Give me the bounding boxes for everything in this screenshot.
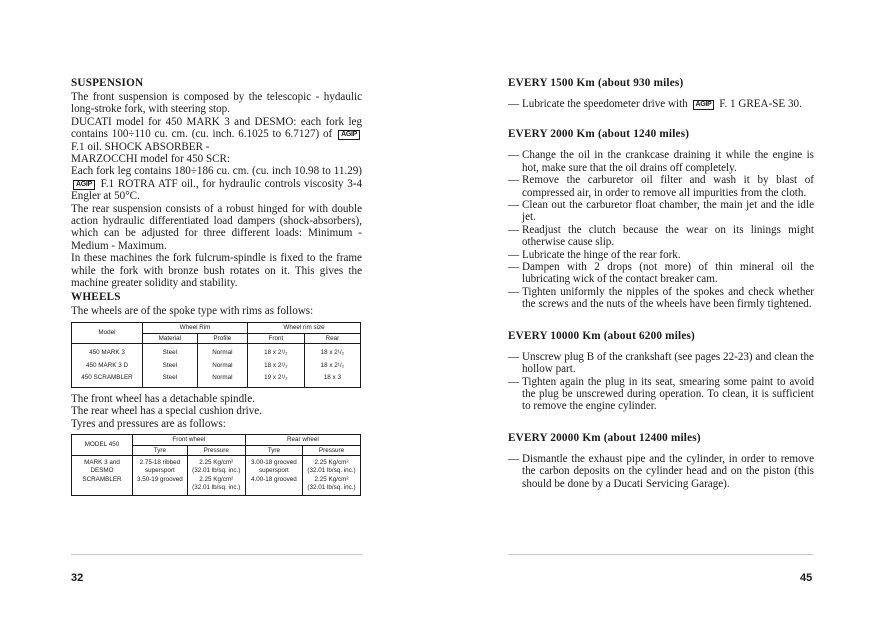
suspension-paragraph-3: MARZOCCHI model for 450 SCR: (71, 153, 231, 166)
cell-rear-tyre: 4.00-18 grooved (245, 475, 302, 494)
col-front-tyre: Tyre (133, 445, 188, 456)
cell-front-tyre: 3.50-19 grooved (133, 475, 188, 494)
tyre-pressure-table (71, 434, 361, 496)
col-rear-pressure: Pressure (303, 445, 361, 456)
table-row (72, 456, 360, 476)
list-item-text: Tighten again the plug in its seat, smearing some paint to avoid the plug be unscrewed during operation. To clean, it is sufficient to remove the engine cylinder. (522, 375, 814, 413)
cell-rear-tyre: 3.00-18 grooved supersport (245, 456, 302, 476)
dash-bullet: — (508, 452, 520, 465)
suspension-p2-pre: DUCATI model for 450 MARK 3 and DESMO: each fork leg contains 100÷110 cu. cm. (cu. inch. 6.1025 to 6.7127) of (71, 115, 362, 141)
list-item-text: Tighten uniformly the nipples of the spokes and check whether the screws and the nuts of the wheels have been firmly tightened. (522, 285, 814, 311)
section-10000-heading: EVERY 10000 Km (about 6200 miles) (508, 329, 695, 342)
list-item-text: Dampen with 2 drops (not more) of thin mineral oil the lubricating wick of the contact breaker cam. (522, 261, 814, 286)
cell-material: Steel (143, 358, 198, 371)
agip-logo: AGIP (693, 100, 715, 110)
cell-rear: 18 x 3 (304, 370, 360, 387)
cell-front-pressure: 2.25 Kg/cm² (32.01 lb/sq. inc.) (187, 475, 245, 494)
list-item (508, 174, 814, 199)
group-wheel-rim-size: Wheel rim size (248, 323, 360, 333)
wheels-paragraph-3: The rear wheel has a special cushion drive. (71, 405, 262, 418)
cell-rear-pressure: 2.25 Kg/cm² (32.01 lb/sq. inc.) (303, 456, 361, 476)
cell-rear: 18 x 2¹/₂ (304, 344, 360, 358)
page-number-left: 32 (71, 572, 84, 584)
list-item (508, 98, 814, 110)
cell-front: 18 x 2¹/₂ (248, 358, 305, 371)
s1-item-post: F. 1 GREA-SE 30. (719, 98, 802, 110)
suspension-heading: SUSPENSION (71, 77, 144, 89)
group-wheel-rim: Wheel Rim (143, 323, 248, 333)
list-item (508, 224, 814, 249)
dash-bullet: — (508, 375, 520, 388)
dash-bullet: — (508, 199, 520, 212)
dash-bullet: — (508, 98, 520, 110)
footer-rule-right (508, 554, 813, 555)
page-number-right: 45 (800, 572, 813, 584)
wheel-rim-table (71, 322, 361, 388)
wheels-paragraph-4: Tyres and pressures are as follows: (71, 417, 226, 430)
agip-logo: AGIP (338, 130, 360, 140)
list-item-text: Change the oil in the crankcase draining it while the engine is hot, make sure that the oil drains off completely. (522, 149, 814, 174)
cell-model: 450 MARK 3 (89, 349, 125, 357)
section-20000-heading: EVERY 20000 Km (about 12400 miles) (508, 431, 701, 444)
cell-rear-pressure: 2.25 Kg/cm² (32.01 lb/sq. inc.) (303, 475, 361, 494)
group-front-wheel: Front wheel (133, 435, 246, 445)
cell-front-pressure: 2.25 Kg/cm² (32.01 lb/sq. inc.) (187, 456, 245, 476)
list-item (508, 286, 814, 311)
table-row (72, 358, 360, 371)
dash-bullet: — (508, 149, 520, 162)
list-item (508, 149, 814, 174)
list-item (508, 376, 814, 413)
footer-rule-left (71, 554, 362, 555)
col-front-pressure: Pressure (187, 445, 245, 456)
section-20000-list (508, 453, 814, 490)
col-model: Model (72, 323, 143, 344)
list-item (508, 249, 814, 261)
cell-model: MARK 3 and DESMO (84, 459, 120, 474)
list-item (508, 199, 814, 224)
cell-material: Steel (143, 344, 198, 358)
list-item-text: Unscrew plug B of the crankshaft (see pages 22-23) and clean the hollow part. (522, 350, 814, 376)
suspension-paragraph-6: In these machines the fork fulcrum-spindle is fixed to the frame while the fork with bronze bush rotates on it. This gives the machine greater solidity and stability. (71, 252, 362, 290)
cell-model: SCRAMBLER (82, 476, 122, 484)
list-item (508, 351, 814, 376)
section-10000-list (508, 351, 814, 413)
suspension-paragraph-2 (71, 116, 362, 153)
cell-profile: Normal (197, 344, 247, 358)
cell-model: 450 MARK 3 D (86, 361, 128, 369)
list-item-text: Readjust the clutch because the wear on its linings might otherwise cause slip. (522, 223, 814, 249)
table-row (72, 344, 360, 358)
suspension-p4-post: F.1 ROTRA ATF oil., for hydraulic controls viscosity 3-4 Engler at 50°C. (71, 177, 362, 203)
table-row (72, 475, 360, 494)
suspension-p2-post: F.1 oil. SHOCK ABSORBER - (71, 140, 210, 153)
col-rear-tyre: Tyre (245, 445, 302, 456)
dash-bullet: — (508, 350, 520, 363)
list-item-text: Remove the carburetor oil filter and wash it by blast of compressed air, in order to remove all impurities from the cloth. (522, 174, 814, 199)
col-model-450: MODEL 450 (72, 435, 133, 456)
col-rear: Rear (304, 333, 360, 344)
list-item (508, 261, 814, 286)
table-row (72, 370, 360, 387)
dash-bullet: — (508, 223, 520, 236)
list-item-text: Dismantle the exhaust pipe and the cylinder, in order to remove the carbon deposits on the cylinder head and on the piston (this should be done by a Ducati Servicing Garage). (522, 452, 814, 490)
dash-bullet: — (508, 285, 520, 298)
wheels-paragraph-2: The front wheel has a detachable spindle. (71, 392, 255, 405)
agip-logo: AGIP (73, 180, 95, 190)
cell-rear: 18 x 2¹/₂ (304, 358, 360, 371)
group-rear-wheel: Rear wheel (245, 435, 360, 445)
section-2000-heading: EVERY 2000 Km (about 1240 miles) (508, 128, 690, 141)
section-1500-list (508, 98, 814, 110)
wheels-heading: WHEELS (71, 290, 121, 303)
s1-item-pre: Lubricate the speedometer drive with (522, 98, 688, 110)
cell-front: 19 x 2¹/₂ (248, 370, 305, 387)
dash-bullet: — (508, 248, 520, 261)
cell-material: Steel (143, 370, 198, 387)
wheels-paragraph-1: The wheels are of the spoke type with rims as follows: (71, 304, 314, 317)
dash-bullet: — (508, 261, 520, 274)
col-profile: Profile (197, 333, 247, 344)
dash-bullet: — (508, 174, 520, 187)
col-front: Front (248, 333, 305, 344)
cell-profile: Normal (197, 358, 247, 371)
suspension-paragraph-1: The front suspension is composed by the telescopic - hydaulic long-stroke fork, with steering stop. (71, 91, 362, 116)
col-material: Material (143, 333, 198, 344)
section-2000-list (508, 149, 814, 310)
list-item-text: Lubricate the hinge of the rear fork. (522, 248, 681, 261)
cell-front: 18 x 2¹/₂ (248, 344, 305, 358)
cell-front-tyre: 2.75-18 ribbed supersport (133, 456, 188, 476)
cell-model: 450 SCRAMBLER (81, 374, 133, 382)
suspension-p4-pre: Each fork leg contains 180÷186 cu. cm. (cu. inch 10.98 to 11.29) (71, 165, 362, 178)
suspension-paragraph-5: The rear suspension consists of a robust hinged for with double action hydraulic differentiated load dampers (shock-absorbers), which can be adjusted for three different loads: Minimum - Medium - Maximum. (71, 202, 362, 252)
list-item (508, 453, 814, 490)
section-1500-heading: EVERY 1500 Km (about 930 miles) (508, 77, 684, 89)
cell-profile: Normal (197, 370, 247, 387)
list-item-text: Clean out the carburetor float chamber, the main jet and the idle jet. (522, 199, 814, 224)
right-page (442, 0, 884, 625)
suspension-paragraph-4 (71, 165, 362, 202)
